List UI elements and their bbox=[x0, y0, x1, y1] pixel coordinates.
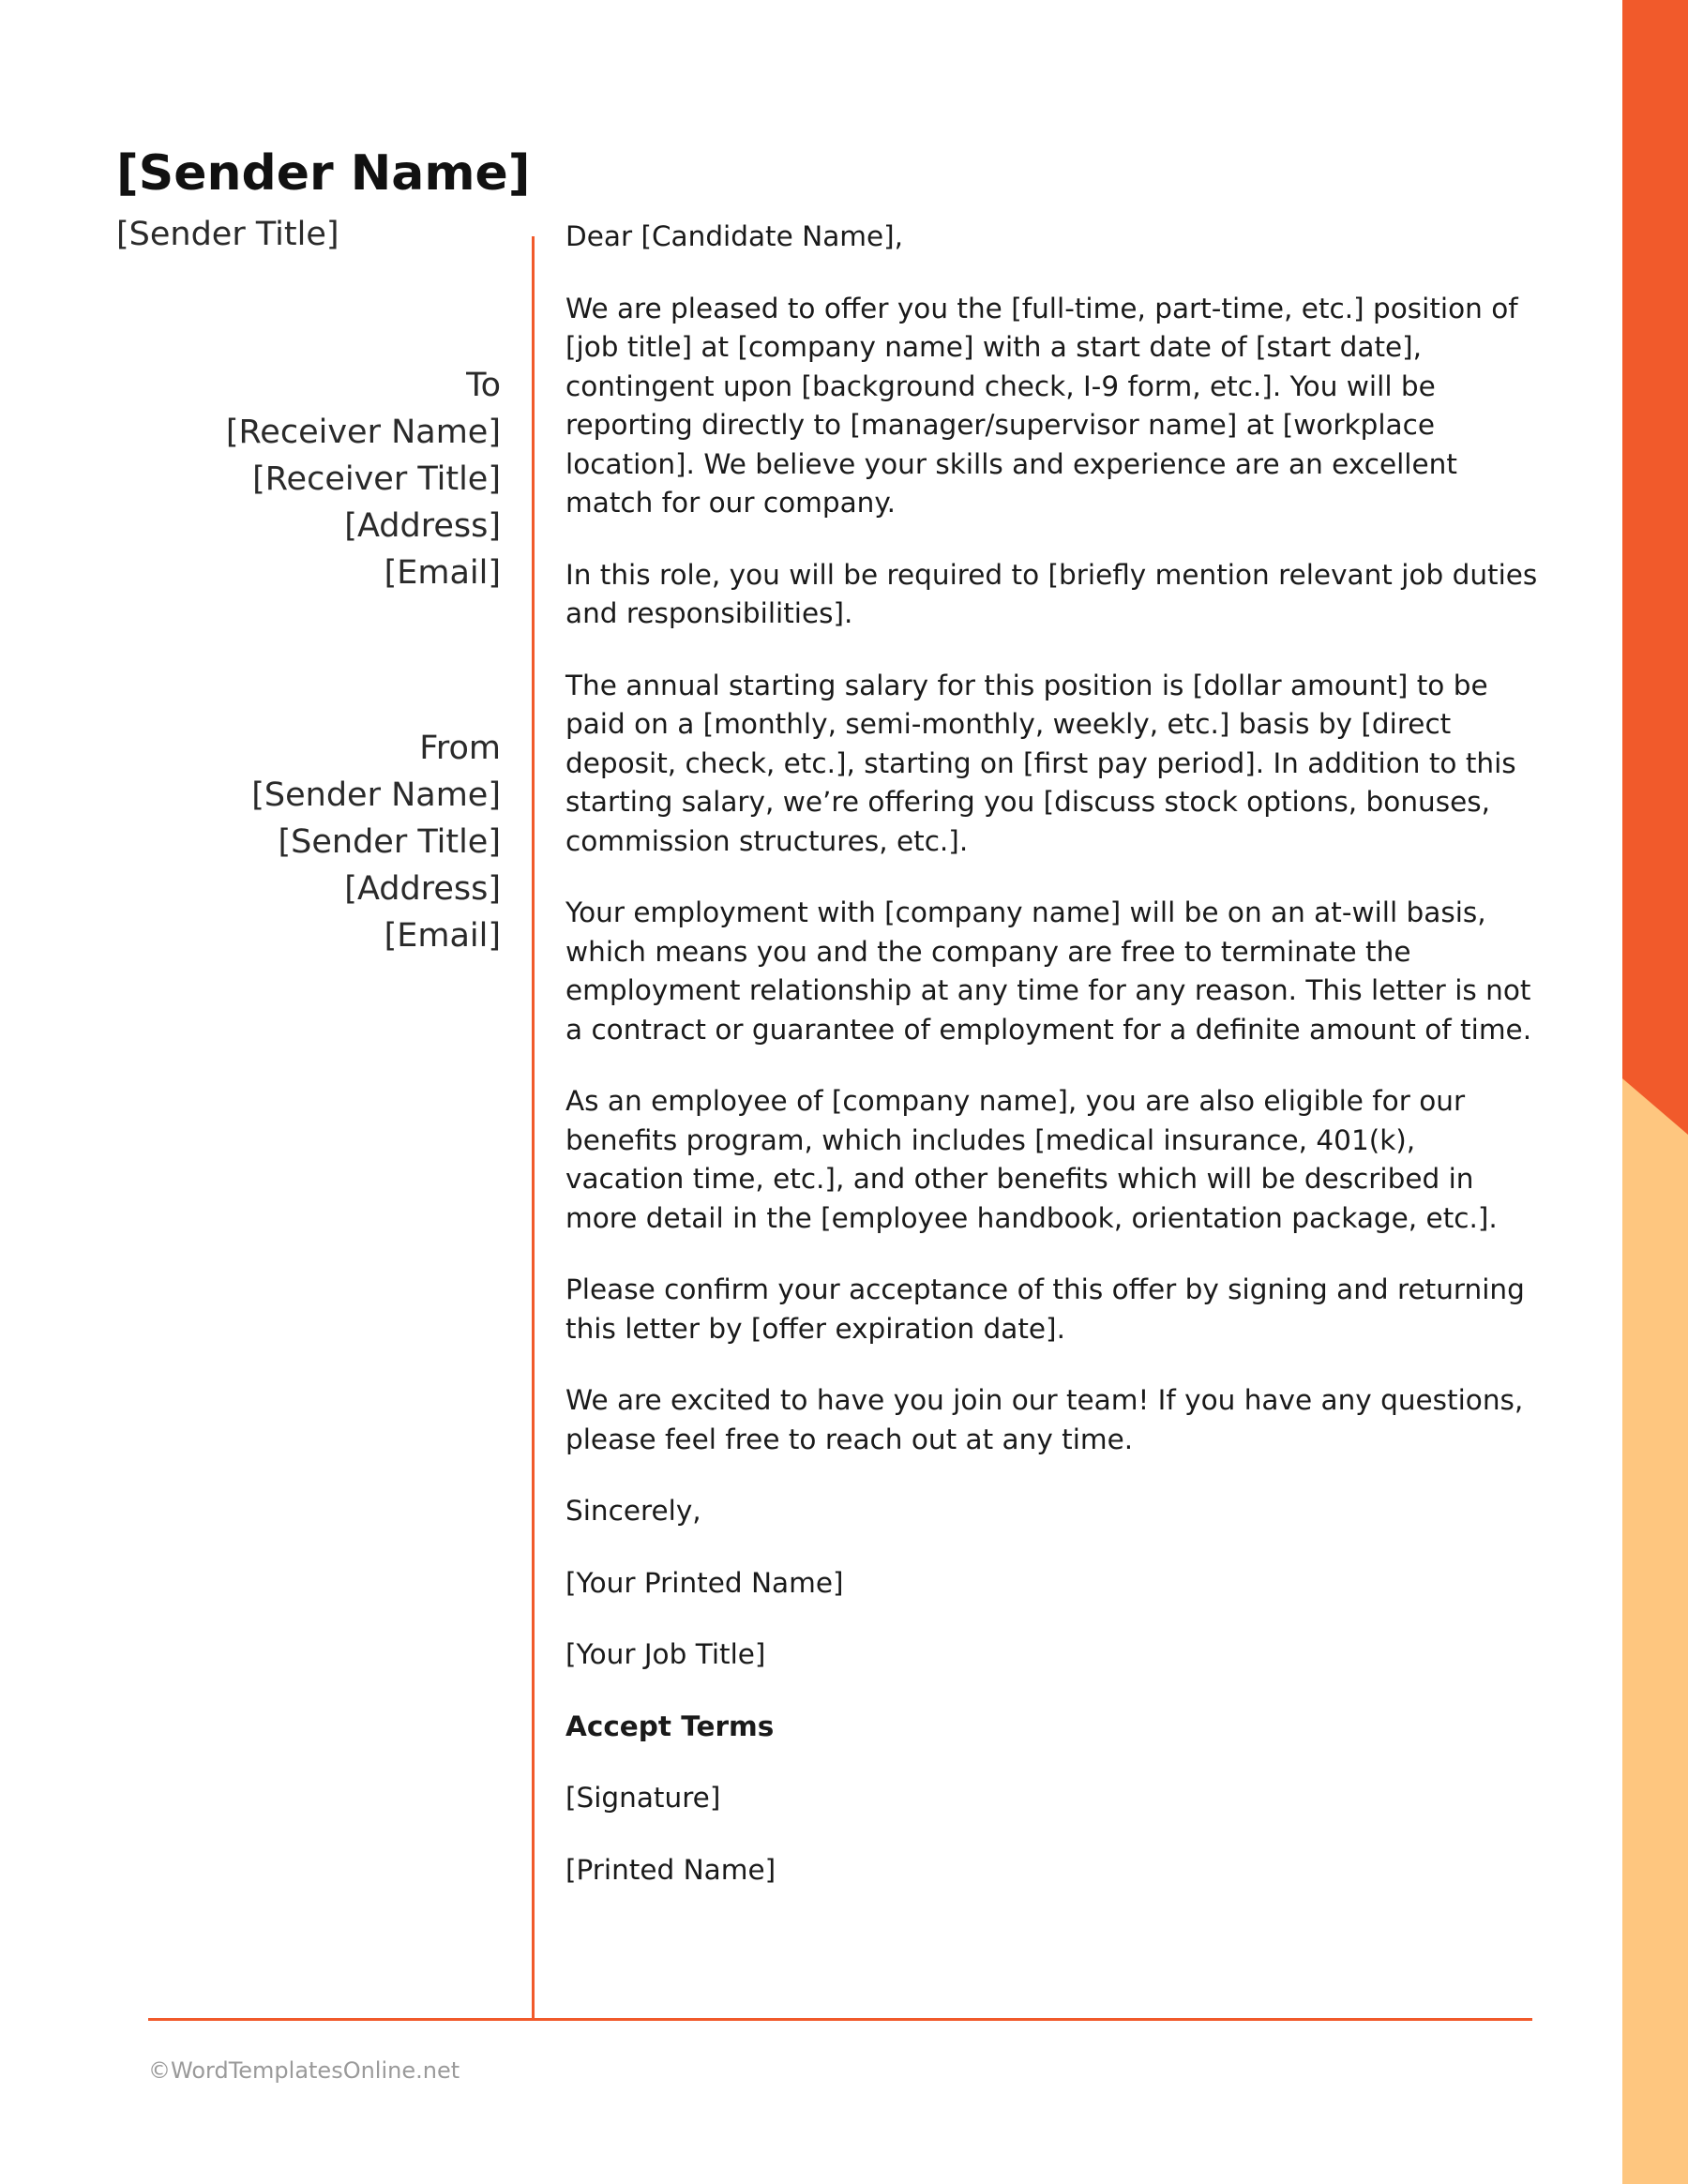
bottom-divider bbox=[148, 2018, 1532, 2021]
job-title: [Your Job Title] bbox=[565, 1638, 766, 1670]
paragraph-duties: In this role, you will be required to [briefly mention relevant job duties and responsibilities]. bbox=[565, 558, 1538, 629]
closing: Sincerely, bbox=[565, 1495, 701, 1527]
from-sender-name: [Sender Name] bbox=[251, 776, 501, 814]
sender-name-heading: [Sender Name] bbox=[116, 145, 531, 202]
from-sender-title: [Sender Title] bbox=[278, 823, 501, 861]
to-label: To bbox=[466, 367, 501, 404]
sender-title: [Sender Title] bbox=[116, 216, 339, 253]
paragraph-offer: We are pleased to offer you the [full-time, part-time, etc.] position of [job title] at [company name] with a start date of [start date], contingent upon [background check, I-9 form, etc.]. You will be reporting directly to [manager/supervisor name] at [workplace location]. We believe your skills and experience are an excellent match for our company. bbox=[565, 292, 1518, 519]
receiver-email: [Email] bbox=[384, 554, 501, 592]
signature-line: [Signature] bbox=[565, 1782, 721, 1814]
from-sender-email: [Email] bbox=[384, 917, 501, 955]
sender-block bbox=[116, 725, 501, 959]
paragraph-benefits: As an employee of [company name], you are also eligible for our benefits program, which includes [medical insurance, 401(k), vacation time, etc.], and other benefits which will be described in more detail in the [employee handbook, orientation package, etc.]. bbox=[565, 1085, 1498, 1234]
from-label: From bbox=[419, 730, 501, 767]
paragraph-salary: The annual starting salary for this position is [dollar amount] to be paid on a [monthly, semi-monthly, weekly, etc.] basis by [direct deposit, check, etc.], starting on [first pay period]. In addition to this starting salary, we’re offering you [discuss stock options, bonuses, commission structures, etc.]. bbox=[565, 669, 1516, 857]
salutation: Dear [Candidate Name], bbox=[565, 220, 904, 252]
footer-credit: ©WordTemplatesOnline.net bbox=[148, 2057, 460, 2084]
from-sender-address: [Address] bbox=[344, 870, 501, 908]
accept-terms-heading: Accept Terms bbox=[565, 1710, 775, 1742]
printed-name: [Your Printed Name] bbox=[565, 1566, 844, 1599]
vertical-divider bbox=[532, 236, 535, 2021]
receiver-address: [Address] bbox=[344, 507, 501, 545]
letter-body bbox=[565, 218, 1541, 1922]
accept-printed-name: [Printed Name] bbox=[565, 1853, 776, 1886]
receiver-name: [Receiver Name] bbox=[225, 414, 501, 451]
receiver-title: [Receiver Title] bbox=[252, 460, 501, 498]
paragraph-welcome: We are excited to have you join our team! If you have any questions, please feel free to reach out at any time. bbox=[565, 1384, 1524, 1455]
paragraph-confirm: Please confirm your acceptance of this offer by signing and returning this letter by [offer expiration date]. bbox=[565, 1273, 1525, 1345]
paragraph-at-will: Your employment with [company name] will be on an at-will basis, which means you and the company are free to terminate the employment relationship at any time for any reason. This letter is not a contract or guarantee of employment for a definite amount of time. bbox=[565, 896, 1532, 1046]
recipient-block bbox=[116, 362, 501, 596]
decorative-side-band bbox=[1622, 0, 1688, 2184]
